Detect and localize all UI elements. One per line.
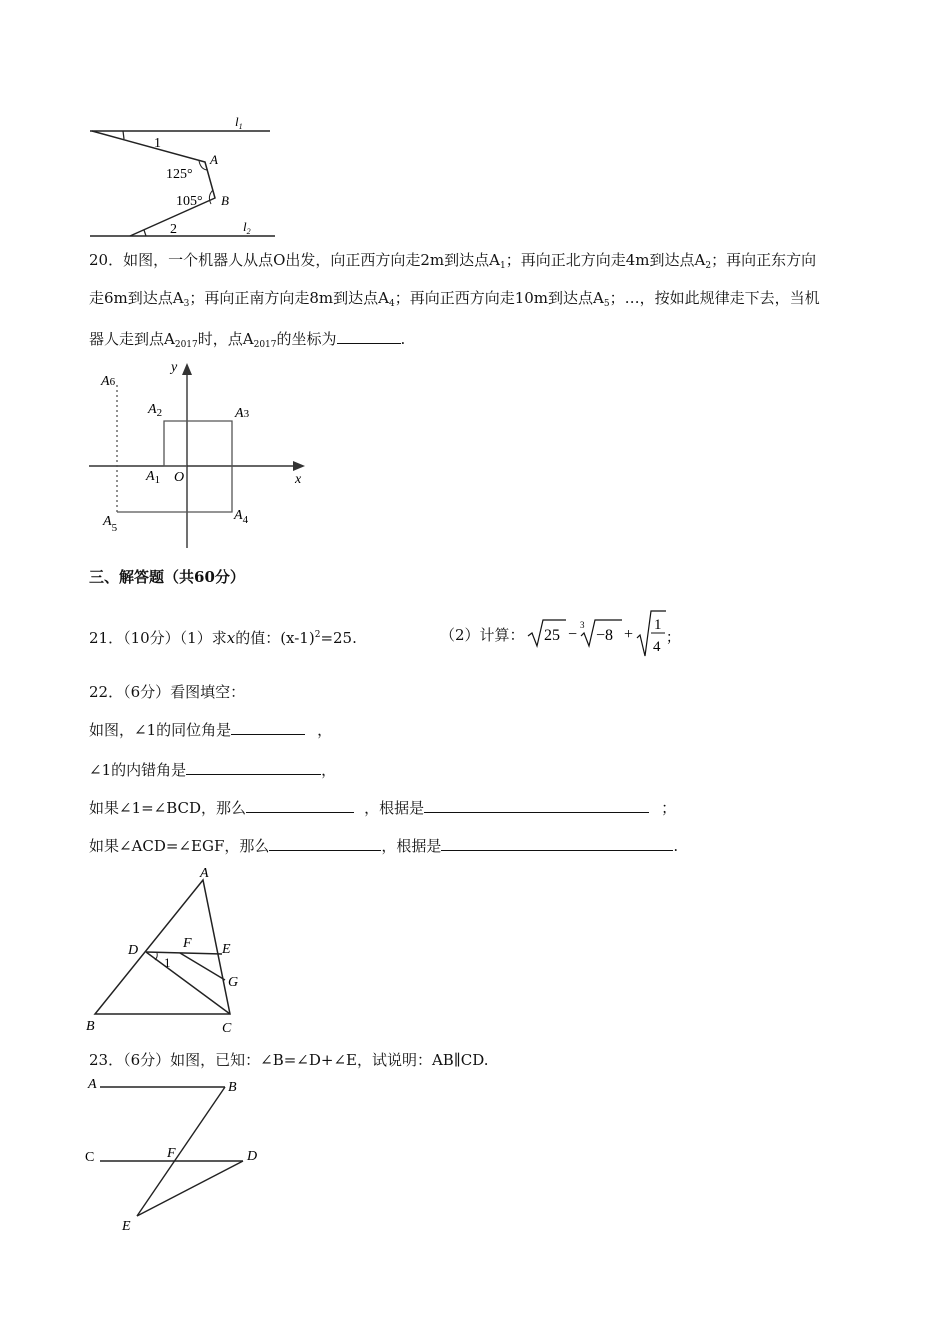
q21-part-2-label: （2）计算： xyxy=(440,626,525,644)
figure-parallel-lines-l1-l2 xyxy=(80,110,280,245)
x-axis-arrow xyxy=(293,461,305,471)
label-c: C xyxy=(85,1150,95,1165)
segment-ed xyxy=(137,1161,243,1216)
q22-title: 22．（6分）看图填空： xyxy=(89,683,246,701)
q21-formula xyxy=(526,608,680,660)
q21-part-1: 21．（10分）（1）求x的值：$(x-1)^2=25$. xyxy=(89,629,357,647)
arc-angle-1 xyxy=(155,953,157,960)
segment-dc xyxy=(146,952,230,1014)
q22-line-3: 如果∠1=∠BCD，那么 ，根据是 ； xyxy=(89,796,676,818)
label-point-b: B xyxy=(221,193,229,208)
label-l1: $l_1$ xyxy=(235,114,243,131)
semicolon: ； xyxy=(666,631,680,646)
label-c: C xyxy=(222,1021,232,1036)
label-a6: A6 xyxy=(101,374,116,389)
q22-line-2: ∠1的内错角是 ， xyxy=(89,758,336,780)
label-l2: $l_2$ xyxy=(243,219,251,236)
figure-triangle-abc xyxy=(82,862,262,1040)
label-e: E xyxy=(122,1219,131,1234)
label-x-axis: x xyxy=(295,472,302,487)
label-angle-1: 1 xyxy=(154,136,161,151)
figure-robot-path xyxy=(85,355,315,555)
plus-sign: + xyxy=(624,626,634,643)
label-b: B xyxy=(86,1019,95,1034)
label-b: B xyxy=(228,1080,237,1095)
q20-line-2: 走6m到达点$A_3$；再向正南方向走8m到达点$A_4$；再向正西方向走10m到达点$A_5$；…，按如此规律走下去，当机 xyxy=(89,289,820,309)
fraction-denominator: 4 xyxy=(653,639,661,655)
q23-text: 23．（6分）如图，已知：∠B=∠D+∠E，试说明：AB∥CD. xyxy=(89,1051,489,1069)
radicand-25: 25 xyxy=(544,627,560,644)
answer-blank[interactable] xyxy=(337,327,401,344)
triangle-abc xyxy=(95,880,230,1014)
y-axis-arrow xyxy=(182,363,192,375)
radicand-neg-8: −8 xyxy=(596,627,614,644)
tick-2 xyxy=(144,230,146,236)
label-f: F xyxy=(183,936,192,951)
blank-alternate-angle[interactable] xyxy=(186,758,321,775)
blank-reason-1[interactable] xyxy=(424,796,649,813)
figure-ab-cd xyxy=(80,1070,270,1240)
label-a4: $A_4$ xyxy=(234,508,249,526)
q22-line-4: 如果∠ACD=∠EGF，那么 ，根据是 . xyxy=(89,834,678,856)
cube-root-index: 3 xyxy=(580,620,585,630)
q20-line-3: 器人走到点$A_{2017}$时，点$A_{2017}$的坐标为 . xyxy=(89,327,405,355)
q20-line-1: 20．如图，一个机器人从点O出发，向正西方向走2m到达点$A_1$；再向正北方向走4m到达点$A_2$；再向正东方向 xyxy=(89,251,817,271)
label-angle-2: 2 xyxy=(170,222,177,237)
blank-corresponding-angle[interactable] xyxy=(231,718,305,735)
fraction-numerator: 1 xyxy=(654,617,662,633)
label-d: D xyxy=(128,943,139,958)
label-angle-1: 1 xyxy=(164,955,171,970)
section-3-title: 三、解答题（共60分） xyxy=(89,568,245,586)
label-a5: $A_5$ xyxy=(103,514,118,534)
label-point-a: A xyxy=(210,152,218,167)
label-e: E xyxy=(222,942,231,957)
segment-be xyxy=(137,1087,225,1216)
label-a2: $A_2$ xyxy=(148,402,163,419)
label-y-axis: y xyxy=(171,360,178,375)
label-a: A xyxy=(200,866,209,881)
label-g: G xyxy=(228,975,239,990)
arc-angle-b xyxy=(209,190,213,204)
blank-conclusion-1[interactable] xyxy=(246,796,354,813)
minus-sign: − xyxy=(568,626,578,643)
blank-conclusion-2[interactable] xyxy=(269,834,381,851)
tick-1 xyxy=(123,131,124,139)
label-105: 105° xyxy=(176,194,203,209)
label-d: D xyxy=(247,1149,258,1164)
label-a1: $A_1$ xyxy=(146,469,161,486)
blank-reason-2[interactable] xyxy=(441,834,673,851)
label-origin: O xyxy=(174,470,185,485)
label-a: A xyxy=(88,1077,97,1092)
label-125: 125° xyxy=(166,167,193,182)
label-a3: A3 xyxy=(235,406,250,421)
q22-line-1: 如图，∠1的同位角是 ， xyxy=(89,718,332,740)
label-f: F xyxy=(167,1146,176,1161)
